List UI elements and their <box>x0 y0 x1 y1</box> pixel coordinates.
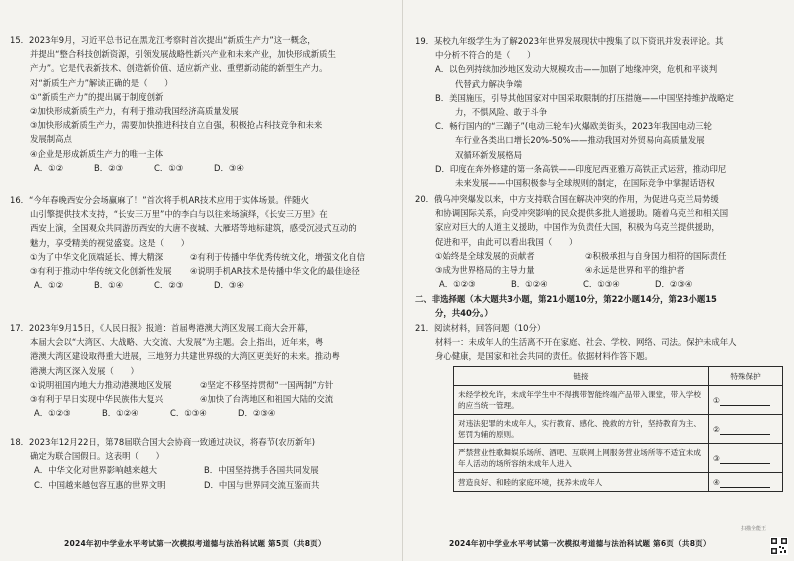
table-cell: 严禁营业性歌舞娱乐场所、酒吧、互联网上网服务营业场所等不适宜未成年人活动的场所容纳未成年人进入 <box>454 444 709 473</box>
option-b[interactable]: B．②③ <box>94 162 124 173</box>
q16-items-row <box>10 264 365 278</box>
q15-line: 产力”。它是代表新技术、创造新价值、适应新产业、重塑新动能的新型生产力。 <box>30 63 328 74</box>
q18-options-row <box>10 478 319 492</box>
question-21 <box>415 321 737 364</box>
option-a[interactable]: A．①②③ <box>439 279 476 290</box>
table-cell: 营造良好、和睦的家庭环境，抚养未成年人 <box>454 473 709 492</box>
section-title-cont: 分，共40分。） <box>435 308 493 319</box>
q17-item: ③有利于早日实现中华民族伟大复兴 <box>30 394 164 405</box>
q20-line: 家应对巨大的人道主义援助，中国作为负责任大国，积极为乌克兰提供援助， <box>435 222 720 233</box>
option-b[interactable]: B．美国施压，引导其他国家对中国采取限制的打压措施——中国坚持维护战略定 <box>435 92 734 103</box>
question-16 <box>10 193 365 292</box>
q15-options <box>10 161 336 175</box>
option-a[interactable]: A．以色列持续加沙地区发动大规模攻击——加剧了地缘冲突，危机和平谈判 <box>435 64 718 75</box>
q15-item: ③加快形成新质生产力，需要加快推进科技自立自强，积极抢占科技竞争和未来 <box>30 120 323 131</box>
option-c-cont: 双循环新发展格局 <box>455 149 522 160</box>
option-d-cont: 未来发展——中国积极参与全球规则的制定，在国际竞争中掌握话语权 <box>455 178 715 189</box>
q20-line: 20．俄乌冲突爆发以来，中方支持联合国在解决冲突的作用，为促进乌克兰局势缓 <box>415 194 719 204</box>
scanner-watermark: 扫描全能王 <box>740 526 766 532</box>
q18-options-row <box>10 463 319 477</box>
option-d[interactable]: D．中国与世界同交流互鉴而共 <box>204 479 320 490</box>
table-row <box>454 386 783 415</box>
option-c-cont: 车行业各类出口增长20%-50%——推动我国对外贸易向高质量发展 <box>455 135 705 146</box>
q15-item: ④企业是形成新质生产力的唯一主体 <box>30 148 164 159</box>
qr-code-icon <box>770 537 788 555</box>
q20-line: 促进和平，由此可以看出我国（ ） <box>435 236 578 247</box>
section-nonchoice <box>415 292 717 320</box>
question-19 <box>415 34 734 190</box>
q17-line: 港澳大湾区深入发展（ ） <box>30 365 139 376</box>
answer-blank[interactable] <box>720 396 770 406</box>
q15-item: 发展制高点 <box>30 134 72 145</box>
option-b[interactable]: B．①④ <box>94 280 124 291</box>
q20-item: ②积极承担与自身国力相符的国际责任 <box>585 250 727 261</box>
q15-item: ①“新质生产力”的提出属于制度创新 <box>30 91 164 102</box>
answer-blank[interactable] <box>720 454 770 464</box>
option-a[interactable]: A．①② <box>34 280 64 291</box>
q16-line: 魅力，享受精美的视觉盛宴。这是（ ） <box>30 237 190 248</box>
option-b[interactable]: B．①②④ <box>102 408 139 419</box>
q20-line: 和协调国际关系，向受冲突影响的民众提供多批人道援助。随着乌克兰和相关国 <box>435 208 729 219</box>
q16-item: ①为了中华文化顶端延长、博大精深 <box>30 251 164 262</box>
q19-line: 19．某校九年级学生为了解2023年世界发展现状中搜集了以下资讯并发表评论。其 <box>415 36 724 46</box>
q21-material: 材料一：未成年人的生活离不开在家庭、社会、学校、网络、司法。保护未成年人 <box>435 337 737 348</box>
q19-line: 中分析不符合的是（ ） <box>435 50 536 61</box>
q15-line: 对“新质生产力”解读正确的是（ ） <box>30 77 173 88</box>
question-15 <box>10 33 336 175</box>
question-17 <box>10 321 340 420</box>
q20-item: ④永远是世界和平的维护者 <box>585 265 685 276</box>
option-c[interactable]: C．①③④ <box>170 408 207 419</box>
q20-items-row <box>415 249 728 263</box>
option-d[interactable]: D．②③④ <box>238 408 276 419</box>
q21-title: 21．阅读材料，回答问题（10分） <box>415 323 546 333</box>
option-a[interactable]: A．①②③ <box>34 408 71 419</box>
option-d[interactable]: D．③④ <box>214 162 244 173</box>
q15-line: 15．2023年9月，习近平总书记在黑龙江考察时首次提出“新质生产力”这一概念， <box>10 35 316 45</box>
q17-line: 港澳大湾区建设取得重大进展，三地努力共建世界级的大湾区更美好的未来。推动粤 <box>30 351 340 362</box>
q20-options <box>415 277 728 291</box>
answer-blank[interactable] <box>720 478 770 488</box>
option-b[interactable]: B．①②④ <box>511 279 548 290</box>
section-title: 二、非选择题（本大题共3小题，第21小题10分，第22小题14分，第23小题15 <box>415 294 717 304</box>
table-cell: 未经学校允许，未成年学生中不得携带智能终端产品带入课堂，带入学校的应当统一管理。 <box>454 386 709 415</box>
q16-item: ②有利于传播中华优秀传统文化，增强文化自信 <box>190 251 366 262</box>
option-a[interactable]: A．①② <box>34 162 64 173</box>
question-20 <box>415 192 728 291</box>
q17-items-row <box>10 378 340 392</box>
q20-item: ③成为世界格局的主导力量 <box>435 265 535 276</box>
q20-item: ①始终是全球发展的贡献者 <box>435 250 535 261</box>
right-page <box>415 0 787 561</box>
table-header: 特殊保护 <box>709 367 783 386</box>
option-c[interactable]: C．中国越来越包容互惠的世界文明 <box>34 479 166 490</box>
page-footer-left: 2024年初中学业水平考试第一次模拟考道德与法治科试题 第5页（共8页） <box>64 539 326 548</box>
q17-item: ①说明祖国内地大力推动港澳地区发展 <box>30 379 172 390</box>
protection-table <box>453 366 783 492</box>
answer-marker: ③ <box>713 453 720 463</box>
option-b-cont: 力，不惧风险、敢于斗争 <box>455 107 548 118</box>
option-d[interactable]: D．②③④ <box>655 279 693 290</box>
table-cell: 对违法犯罪的未成年人，实行教育、感化、挽救的方针，坚持教育为主、惩罚为辅的原则。 <box>454 415 709 444</box>
option-c[interactable]: C．①③④ <box>583 279 620 290</box>
q15-line: 并提出“整合科技创新资源，引领发展战略性新兴产业和未来产业，加快形成新质生 <box>30 49 336 60</box>
q17-item: ④加快了台湾地区和祖国大陆的交流 <box>200 394 334 405</box>
page-footer-right: 2024年初中学业水平考试第一次模拟考道德与法治科试题 第6页（共8页） <box>449 539 711 548</box>
answer-marker: ② <box>713 424 720 434</box>
answer-blank[interactable] <box>720 425 770 435</box>
q16-item: ③有利于推动中华传统文化创新性发展 <box>30 266 172 277</box>
q16-line: 山引擎提供技术支持，“长安三万里”中的李白与以往来场演绎，《长安三万里》在 <box>30 209 328 220</box>
option-c[interactable]: C．②③ <box>154 280 184 291</box>
table-header: 链接 <box>454 367 709 386</box>
q16-items-row <box>10 250 365 264</box>
q18-line: 18．2023年12月22日，第78届联合国大会协商一致通过决议，将春节(农历新年) <box>10 437 315 447</box>
table-row <box>454 473 783 492</box>
option-a-cont: 代替武力解决争端 <box>455 78 522 89</box>
q15-item: ②加快形成新质生产力，有利于推动我国经济高质量发展 <box>30 106 239 117</box>
q16-line: 16．“今年春晚西安分会场赢麻了！”首次将手机AR技术应用于实体场景。伴随火 <box>10 195 309 205</box>
q17-item: ②坚定不移坚持贯彻“一国两制”方针 <box>200 379 334 390</box>
q17-items-row <box>10 392 340 406</box>
page-gutter <box>402 0 403 561</box>
left-page <box>10 0 392 561</box>
q20-items-row <box>415 263 728 277</box>
option-c[interactable]: C．畅行国内的“三蹦子”(电动三轮车)火爆欧美街头，2023年我国电动三轮 <box>435 121 712 132</box>
question-18 <box>10 435 319 492</box>
answer-marker: ① <box>713 395 720 405</box>
q16-line: 西安上演，全国观众共同游历西安的大唐不夜城、大雁塔等地标建筑，感受沉浸式互动的 <box>30 223 357 234</box>
q17-line: 本届大会以“大湾区、大战略、大交流、大发展”为主题。会上指出，近年来，粤 <box>30 337 324 348</box>
table-row <box>454 444 783 473</box>
option-c[interactable]: C．①③ <box>154 162 184 173</box>
answer-marker: ④ <box>713 477 720 487</box>
q16-options <box>10 278 365 292</box>
option-a[interactable]: A．中华文化对世界影响越来越大 <box>34 465 157 476</box>
q21-material: 身心健康，是国家和社会共同的责任。依据材料作答下题。 <box>435 351 653 362</box>
table-row <box>454 415 783 444</box>
option-d[interactable]: D．③④ <box>214 280 244 291</box>
q16-item: ④说明手机AR技术是传播中华文化的最佳途径 <box>190 266 360 277</box>
q18-line: 确定为联合国假日。这表明（ ） <box>30 451 164 462</box>
q17-options <box>10 406 340 420</box>
option-d[interactable]: D．印度在奔外修建的第一条高铁——印度尼西亚雅万高铁正式运营，推动印尼 <box>435 163 727 174</box>
q17-line: 17．2023年9月15日，《人民日报》报道：首届粤港澳大湾区发展工商大会开幕， <box>10 323 314 333</box>
option-b[interactable]: B．中国坚持携手各国共同发展 <box>204 465 319 476</box>
